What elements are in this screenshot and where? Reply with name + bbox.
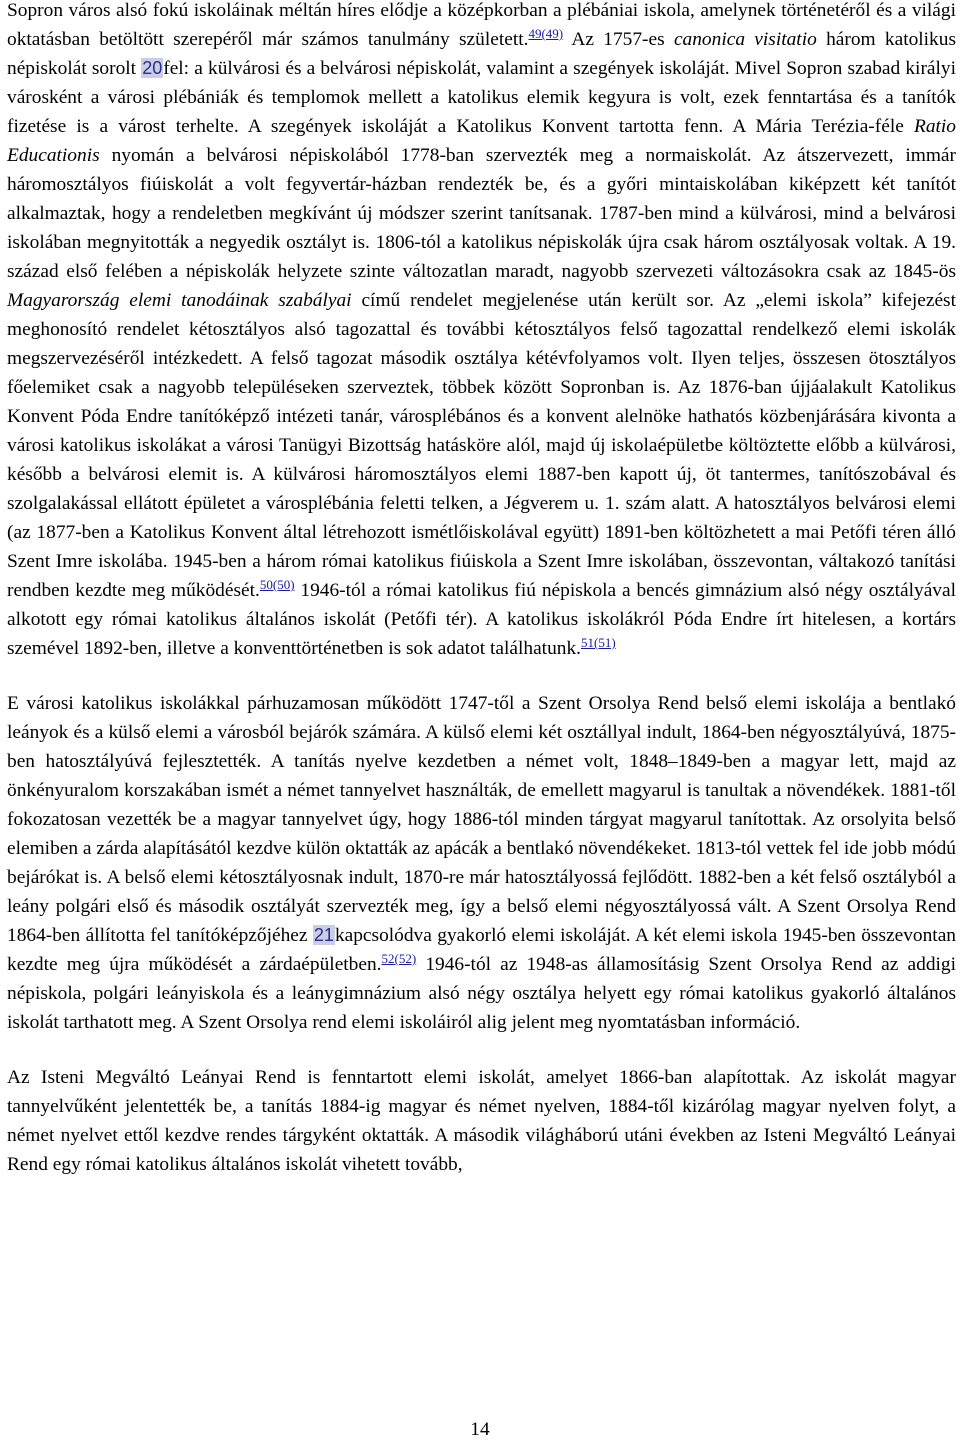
text-run: Az Isteni Megváltó Leányai Rend is fenntartott elemi iskolát, amelyet 1866-ban alapítottak. Az iskolát magyar tannyelvűként jelentették be, a tanítás 1884-ig magyar és német nyelven, 1884-től kizárólag magyar nyelven folyt, a német nyelvet ettől kezdve rendes tárgyként oktatták. A második világháború utáni években az Isteni Megváltó Leányai Rend egy római katolikus általános iskolát vihetett tovább, (7, 1067, 956, 1175)
footnote-link[interactable]: 50(50) (259, 577, 295, 592)
text-run: E városi katolikus iskolákkal párhuzamosan működött 1747-től a Szent Orsolya Rend belső elemi iskolája a bentlakó leányok és a külső elemi a városból bejárók számára. A külső elemi két osztállyal indult, 1864-ben négyosztályúvá, 1875-ben hatosztályúvá fejlesztették. A tanítás nyelve kezdetben a német volt, 1848–1849-ben a magyar lett, majd az önkényuralom korszakában ismét a német tannyelvet használták, de emellett magyarul is tanultak a növendékek. 1881-től fokozatosan vezették be a magyar tannyelvet úgy, hogy 1886-tól minden tárgyat magyarul tanítottak. Az orsolyita belső elemiben a zárda alapításától kezdve külön oktatták az apácák a bentlakó növendékeket. 1813-tól vettek fel ide jobb módú bejárókat is. A belső elemi kétosztályosnak indult, 1870-re már hatosztályossá fejlődött. 1882-ben a két felső osztályból a leány polgári első és második osztályát szervezték meg, így a belső elemi négyosztályossá vált. A Szent Orsolya Rend 1864-ben állította fel tanítóképzőjéhez (7, 693, 956, 946)
text-run: 1946-tól az 1948-as államosításig Szent Orsolya Rend az addigi népiskola, polgári leányiskola és a leánygimnázium alsó négy osztálya helyett egy római katolikus gyakorló általános iskolát tarthatott meg. A Szent Orsolya rend elemi iskoláiról alig jelent meg nyomtatásban információ. (7, 954, 956, 1033)
footnote-link[interactable]: 51(51) (581, 635, 616, 650)
text-run: három katolikus népiskolát sorolt (7, 29, 956, 79)
text-run: fel: a külvárosi és a belvárosi népiskolát, valamint a szegények iskoláját. Mivel Sopron szabad királyi városként a városi plébániák és templomok mellett a katolikus elemik kegyura is volt, ezek fenntartása és a tanítók fizetése is a várost terhelte. A szegények iskoláját a Katolikus Konvent tartotta fenn. A Mária Terézia-féle (7, 58, 956, 137)
paragraph-szent-orsolya (7, 689, 956, 1037)
text-run: Sopron város alsó fokú iskoláinak méltán híres elődje a középkorban a plébániai iskola, amelynek történetéről és a világi oktatásban betöltött szerepéről már számos tanulmány született. (7, 0, 956, 50)
page-number: 14 (470, 1419, 490, 1440)
text-run: 1946-tól a római katolikus fiú népiskola a bencés gimnázium alsó négy osztályával alkotott egy római katolikus általános iskolát (Petőfi tér). A katolikus iskolákról Póda Endre írt hitelesen, a kortárs szemével 1892-ben, illetve a konventtörténetben is sok adatot találhatunk. (7, 580, 956, 659)
italic-title: Ratio Educationis (7, 116, 956, 166)
text-run: nyomán a belvárosi népiskolából 1778-ban szervezték meg a normaiskolát. Az átszervezett, immár háromosztályos fiúiskolát a volt fegyvertár-házban rendezték be, és a győri mintaiskolában kiképzett két tanítót alkalmaztak, hogy a rendeletben megkívánt új módszer szerint tanítsanak. 1787-ben mind a külvárosi, mind a belvárosi iskolában megnyitották a negyedik osztályt is. 1806-tól a katolikus népiskolák újra csak három osztályosak voltak. A 19. század első felében a népiskolák helyzete szinte változatlan maradt, nagyobb szervezeti változásokra csak az 1845-ös (7, 145, 956, 282)
italic-title: Magyarország elemi tanodáinak szabályai (7, 290, 352, 311)
footnote-link[interactable]: 52(52) (381, 951, 417, 966)
paragraph-catholic-schools (7, 0, 956, 663)
italic-title: canonica visitatio (673, 29, 817, 50)
paragraph-isteni-megvalto (7, 1063, 956, 1179)
footnote-link[interactable]: 49(49) (528, 26, 564, 41)
page-marker: 21 (313, 925, 334, 945)
document-page (7, 0, 956, 1179)
page-marker: 20 (142, 58, 163, 78)
text-run: Az 1757-es (563, 29, 674, 50)
text-run: című rendelet megjelenése után került sor. Az „elemi iskola” kifejezést meghonosító rendelet kétosztályos alsó tagozattal és további kétosztályos felső tagozattal rendelkező elemi iskolák megszervezéséről intézkedett. A felső tagozat második osztálya kétévfolyamos volt. Ilyen teljes, összesen ötosztályos főelemiket csak a nagyobb településeken szerveztek, többek között Sopronban is. Az 1876-ban újjáalakult Katolikus Konvent Póda Endre tanítóképző intézeti tanár, városplébános és a konvent alelnöke hathatós közbenjárására kivonta a városi katolikus iskolákat a városi Tanügyi Bizottság hatásköre alól, majd új iskolaépületbe költöztette előbb a külvárosi, később a belvárosi elemit is. A külvárosi háromosztályos elemi 1887-ben kapott új, öt tantermes, tanítószobával és szolgalakással ellátott épületet a városplébánia feletti telken, a Jégverem u. 1. szám alatt. A hatosztályos belvárosi elemi (az 1877-ben a Katolikus Konvent által létrehozott ismétlőiskolával együtt) 1891-ben költözhetett a mai Petőfi téren álló Szent Imre iskolába. 1945-ben a három római katolikus fiúiskola a Szent Imre iskolában, összevontan, váltakozó tanítási rendben kezdte meg működését. (7, 290, 956, 601)
text-run: kapcsolódva gyakorló elemi iskoláját. A két elemi iskola 1945-ben összevontan kezdte meg újra működését a zárdaépületben. (7, 925, 956, 975)
